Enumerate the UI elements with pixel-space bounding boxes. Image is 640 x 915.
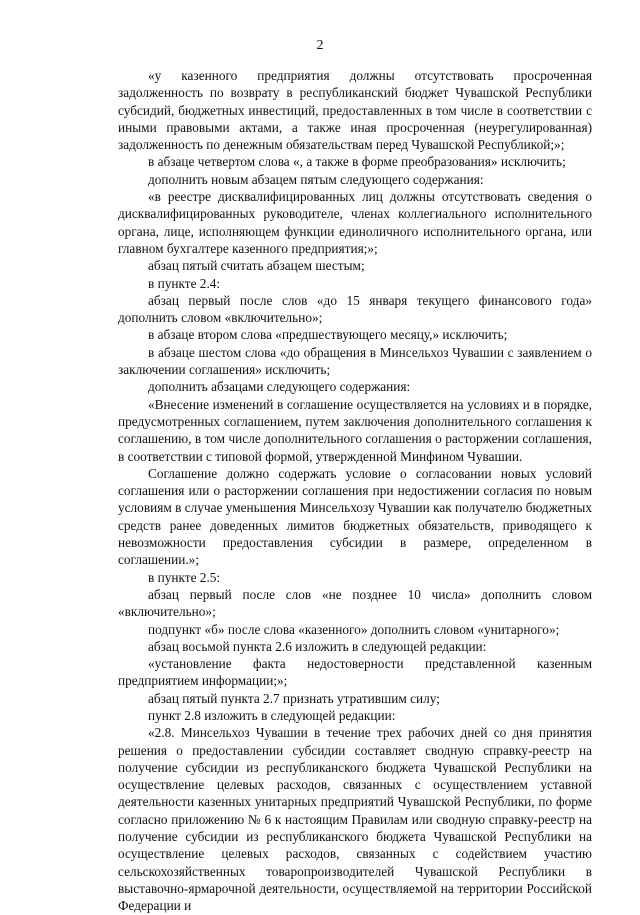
paragraph: абзац первый после слов «не позднее 10 числа» дополнить словом «включительно»; bbox=[118, 586, 592, 620]
paragraph: абзац пятый пункта 2.7 признать утратившим силу; bbox=[148, 690, 440, 706]
document-body bbox=[118, 67, 592, 915]
paragraph: в абзаце втором слова «предшествующего месяцу,» исключить; bbox=[148, 327, 508, 343]
paragraph: в абзаце шестом слова «до обращения в Минсельхоз Чувашии с заявлением о заключении соглашения» исключить; bbox=[118, 344, 592, 378]
paragraph: в абзаце четвертом слова «, а также в форме преобразования» исключить; bbox=[148, 154, 566, 170]
paragraph: подпункт «б» после слова «казенного» дополнить словом «унитарного»; bbox=[148, 621, 560, 637]
paragraph: дополнить новым абзацем пятым следующего содержания: bbox=[148, 171, 484, 187]
paragraph: «у казенного предприятия должны отсутствовать просроченная задолженность по возврату в республиканский бюджет Чувашской Республики субсидий, бюджетных инвестиций, предоставленных в том числе в соответствии с иными правовыми актами, а также иная просроченная (неурегулированная) задолженность по денежным обязательствам перед Чувашской Республикой;»; bbox=[118, 68, 592, 153]
paragraph: дополнить абзацами следующего содержания: bbox=[148, 379, 411, 395]
paragraph: в пункте 2.4: bbox=[148, 275, 221, 291]
paragraph: «Внесение изменений в соглашение осуществляется на условиях и в порядке, предусмотренных соглашением, путем заключения дополнительного соглашения к соглашению, в том числе дополнительного соглашения о расторжении соглашения, в соответствии с типовой формой, утвержденной Минфином Чувашии. bbox=[118, 396, 592, 464]
paragraph: абзац пятый считать абзацем шестым; bbox=[148, 258, 365, 274]
paragraph: абзац первый после слов «до 15 января текущего финансового года» дополнить словом «включительно»; bbox=[118, 292, 592, 326]
page-number: 2 bbox=[316, 38, 324, 53]
paragraph: абзац восьмой пункта 2.6 изложить в следующей редакции: bbox=[148, 638, 487, 654]
paragraph: «установление факта недостоверности представленной казенным предприятием информации;»; bbox=[118, 656, 592, 689]
paragraph: пункт 2.8 изложить в следующей редакции: bbox=[148, 707, 396, 723]
paragraph: в пункте 2.5: bbox=[148, 569, 221, 585]
paragraph: «в реестре дисквалифицированных лиц должны отсутствовать сведения о дисквалифицированных руководителе, членах коллегиального исполнительного органа, лице, исполняющем функции единоличного исполнительного органа, или главном бухгалтере казенного предприятия;»; bbox=[118, 189, 592, 256]
paragraph: Соглашение должно содержать условие о согласовании новых условий соглашения или о расторжении соглашения при недостижении согласия по новым условиям в случае уменьшения Минсельхозу Чувашии как получателю бюджетных средств ранее доведенных лимитов бюджетных обязательств, приводящего к невозможности предоставления субсидии в размере, определенном в соглашении.»; bbox=[118, 465, 592, 568]
paragraph: «2.8. Минсельхоз Чувашии в течение трех рабочих дней со дня принятия решения о предоставлении субсидии составляет сводную справку-реестр на получение субсидии из республиканского бюджета Чувашской Республики на осуществление целевых расходов, связанных с осуществлением уставной деятельности казенных унитарных предприятий Чувашской Республики, по форме согласно приложению № 6 к настоящим Правилам или сводную справку-реестр на получение субсидии из республиканского бюджета Чувашской Республики на осуществление целевых расходов, связанных с содействием участию сельскохозяйственных товаропроизводителей Чувашской Республики в выставочно-ярмарочной деятельности, осуществляемой на территории Российской Федерации и bbox=[118, 725, 592, 914]
